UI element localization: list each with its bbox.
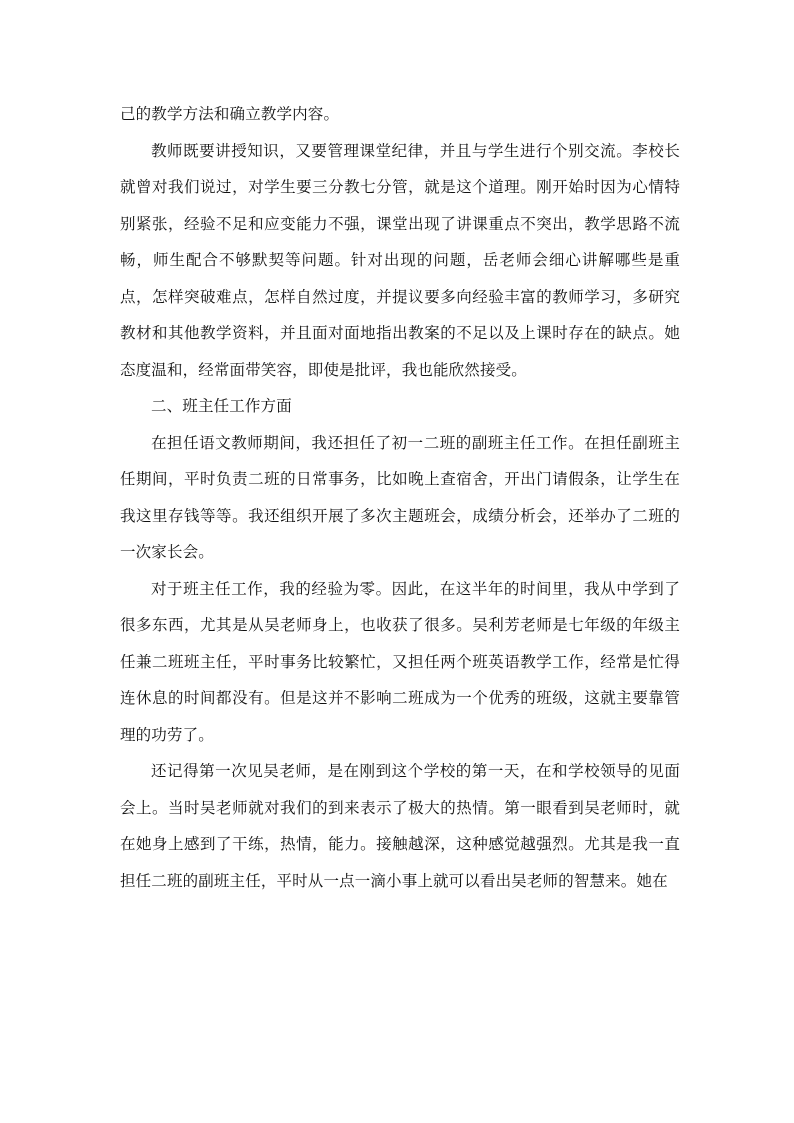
paragraph-experience-learned: 对于班主任工作，我的经验为零。因此，在这半年的时间里，我从中学到了很多东西，尤其是从吴老师身上，也收获了很多。吴利芳老师是七年级的年级主任兼二班班主任，平时事务比较繁忙，又担任两个班英语教学工作，经常是忙得连休息的时间都没有。但是这并不影响二班成为一个优秀的班级，这就主要靠管理的功劳了。 [120, 579, 680, 744]
paragraph-continuation: 己的教学方法和确立教学内容。 [120, 105, 340, 123]
section-heading-class-teacher-work: 二、班主任工作方面 [151, 397, 292, 415]
paragraph-teaching-management: 教师既要讲授知识，又要管理课堂纪律，并且与学生进行个别交流。李校长就曾对我们说过，对学生要三分教七分管，就是这个道理。刚开始时因为心情特别紧张，经验不足和应变能力不强，课堂出现了讲课重点不突出，教学思路不流畅，师生配合不够默契等问题。针对出现的问题，岳老师会细心讲解哪些是重点，怎样突破难点，怎样自然过度，并提议要多向经验丰富的教师学习，多研究教材和其他教学资料，并且面对面地指出教案的不足以及上课时存在的缺点。她态度温和，经常面带笑容，即使是批评，我也能欣然接受。 [120, 141, 680, 379]
paragraph-deputy-class-teacher: 在担任语文教师期间，我还担任了初一二班的副班主任工作。在担任副班主任期间，平时负责二班的日常事务，比如晚上查宿舍，开出门请假条，让学生在我这里存钱等等。我还组织开展了多次主题班会，成绩分析会，还举办了二班的一次家长会。 [120, 433, 680, 561]
paragraph-first-meeting: 还记得第一次见吴老师，是在刚到这个学校的第一天，在和学校领导的见面会上。当时吴老师就对我们的到来表示了极大的热情。第一眼看到吴老师时，就在她身上感到了干练，热情，能力。接触越深，这种感觉越强烈。尤其是我一直担任二班的副班主任，平时从一点一滴小事上就可以看出吴老师的智慧来。她在 [120, 762, 680, 890]
document-body [120, 96, 680, 899]
